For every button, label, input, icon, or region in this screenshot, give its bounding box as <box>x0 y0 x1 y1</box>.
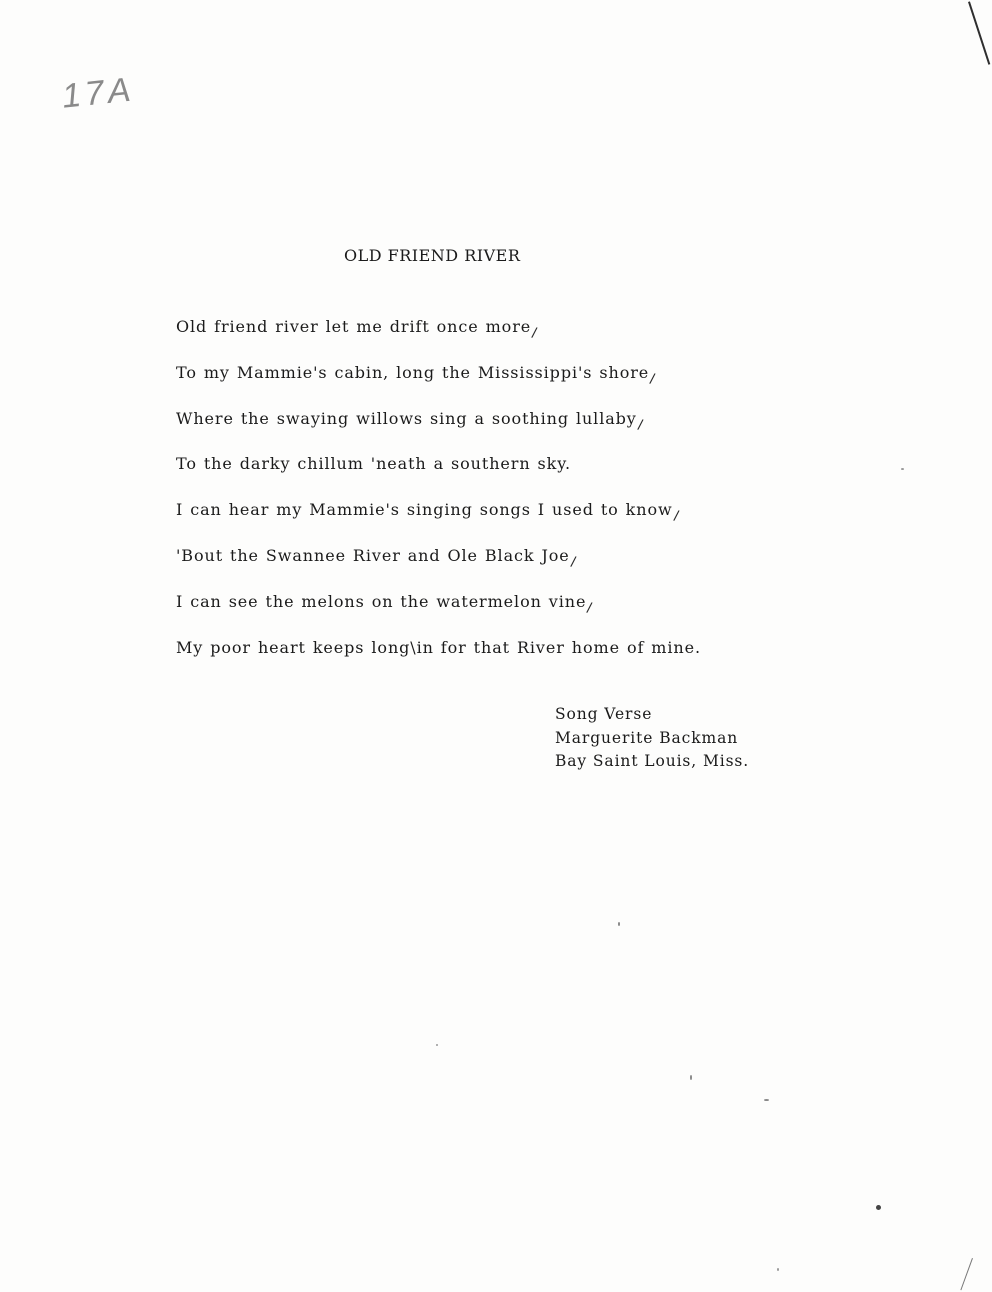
poem-title: OLD FRIEND RIVER <box>344 246 521 265</box>
comma-correction-mark: / <box>636 416 645 434</box>
paper-speck <box>777 1268 779 1271</box>
verse-line: My poor heart keeps long\in for that River home of mine. <box>176 637 701 657</box>
paper-speck <box>876 1205 881 1210</box>
verse-line: To the darky chillum 'neath a southern sky. <box>176 454 572 474</box>
verse-line: I can see the melons on the watermelon vine/ <box>176 590 816 636</box>
verse-line: 'Bout the Swannee River and Ole Black Joe/ <box>176 544 816 590</box>
comma-correction-mark: / <box>569 553 578 572</box>
paper-speck <box>901 468 904 470</box>
handwritten-page-number: 17A <box>60 70 137 116</box>
verse-line: To my Mammie's cabin, long the Mississippi's shore/ <box>176 361 816 407</box>
paper-speck <box>690 1075 692 1080</box>
signature-block <box>555 703 749 774</box>
comma-correction-mark: / <box>672 507 681 526</box>
paper-speck <box>436 1044 438 1046</box>
verse-lines <box>176 315 816 681</box>
comma-correction-mark: / <box>585 599 595 618</box>
paper-speck <box>764 1099 769 1101</box>
comma-correction-mark: / <box>648 370 658 389</box>
signature-location: Bay Saint Louis, Miss. <box>555 752 750 770</box>
pen-stroke-mark <box>960 1258 973 1290</box>
comma-correction-mark: / <box>530 324 540 343</box>
verse-line: Old friend river let me drift once more/ <box>176 315 816 361</box>
pen-stroke-mark <box>968 2 990 65</box>
verse-line: I can hear my Mammie's singing songs I used to know/ <box>176 498 816 544</box>
paper-speck <box>618 922 620 926</box>
signature-author: Marguerite Backman <box>555 728 739 747</box>
signature-type: Song Verse <box>555 705 653 723</box>
verse-line: Where the swaying willows sing a soothing lullaby/ <box>176 407 816 453</box>
